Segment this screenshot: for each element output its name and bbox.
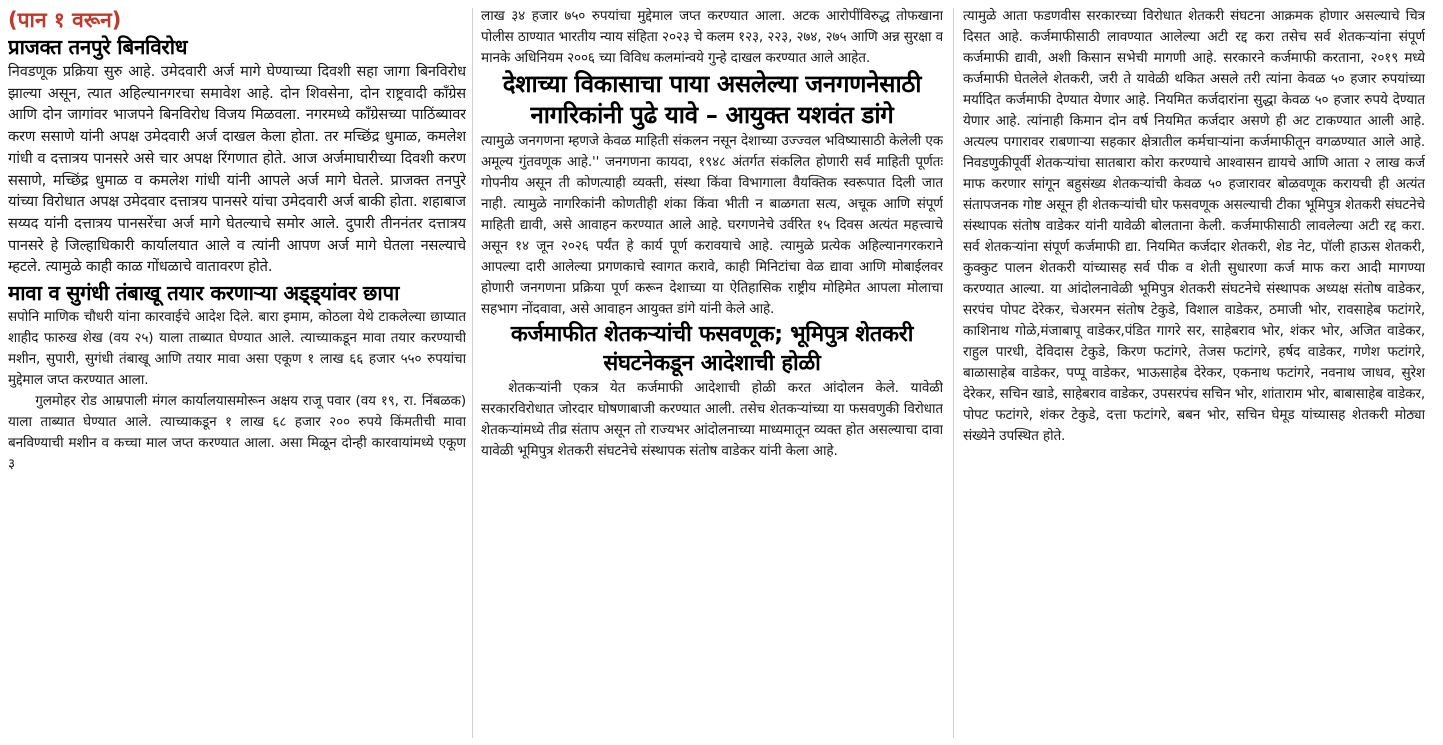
news-column-2 (481, 6, 943, 462)
column-divider-2 (953, 8, 954, 738)
news-column-1 (8, 6, 466, 475)
article-heading-loan-waiver: कर्जमाफीत शेतकऱ्यांची फसवणूक; भूमिपुत्र शेतकरी संघटनेकडून आदेशाची होळी (510, 322, 914, 376)
article-body-census: त्यामुळे जनगणना म्हणजे केवळ माहिती संकलन नसून देशाच्या उज्ज्वल भविष्यासाठी केलेली एक अमूल्य गुंतवणूक आहे.'' जनगणना कायदा, १९४८ अंतर्गत संकलित होणारी सर्व माहिती पूर्णतः गोपनीय असून ती कोणत्याही व्यक्ती, संस्था किंवा विभागाला वैयक्तिक स्वरूपात दिली जात नाही. त्यामुळे नागरिकांनी कोणतीही शंका किंवा भीती न बाळगता सत्य, अचूक आणि संपूर्ण माहिती द्यावी, असे आवाहन करण्यात आले आहे. घरगणनेचे उर्वरित १५ दिवस अत्यंत महत्त्वाचे असून १४ जून २०२६ पर्यंत हे कार्य पूर्ण करावयाचे आहे. त्यामुळे प्रत्येक अहिल्यानगरकराने आपल्या दारी आलेल्या प्रगणकाचे स्वागत करावे, काही मिनिटांचा वेळ द्यावा आणि मोबाईलवर होणारी जनगणना प्रक्रिया पूर्ण करून देशाच्या या ऐतिहासिक राष्ट्रीय मोहिमेत आपला मोलाचा सहभाग नोंदवावा, असे आवाहन आयुक्त डांगे यांनी केले आहे. (481, 133, 943, 317)
article-body-loan-waiver-continued: त्यामुळे आता फडणवीस सरकारच्या विरोधात शेतकरी संघटना आक्रमक होणार असल्याचे चित्र दिसत आहे. कर्जमाफीसाठी लावण्यात आलेल्या अटी रद्द करा तसेच सर्व शेतकऱ्यांना संपूर्ण कर्जमाफी द्यावी, अशी किसान सभेची मागणी आहे. सरकारने कर्जमाफी करताना, २०१९ मध्ये कर्जमाफी घेतलेले शेतकरी, जरी ते यावेळी थकित असले तरी त्यांना केवळ ५० हजार रुपयांच्या मर्यादित कर्जमाफी देण्यात येणार आहे. नियमित कर्जदारांना सुद्धा केवळ ५० हजार रुपये देण्यात येणार आहे. त्यांनाही किमान दोन वर्ष नियमित कर्जदार असणे ही अट टाकण्यात आली आहे. अत्यल्प पगारावर राबणाऱ्या सहकार क्षेत्रातील कर्मचाऱ्यांना कर्जमाफीतून वगळण्यात आले आहे. निवडणुकीपूर्वी शेतकऱ्यांचा सातबारा कोरा करण्याचे आश्वासन द्यायचे आणि आता २ लाख कर्ज माफ करणार सांगून बहुसंख्य शेतकऱ्यांची केवळ ५० हजारावर बोळवणूक करायची ही अत्यंत संतापजनक गोष्ट असून ही शेतकऱ्यांची घोर फसवणूक असल्याची टीका भूमिपुत्र शेतकरी संघटनेचे संस्थापक संतोष वाडेकर यांनी यावेळी बोलताना केली. कर्जमाफीसाठी लावलेल्या अटी रद्द करा. सर्व शेतकऱ्यांना संपूर्ण कर्जमाफी द्या. नियमित कर्जदार शेतकरी, शेड नेट, पॉली हाऊस शेतकरी, कुक्कुट पालन शेतकरी यांच्यासह सर्व पीक व शेती सुधारणा कर्ज माफ करा आदी मागण्या करण्यात आल्या. या आंदोलनावेळी भूमिपुत्र शेतकरी संघटनेचे संस्थापक अध्यक्ष संतोष वाडेकर, सरपंच पोपट देरेकर, चेअरमन संतोष टेकुडे, विशाल वाडेकर, ठमाजी भोर, रावसाहेब फटांगरे, काशिनाथ गोळे,मंजाबापू वाडेकर,पंडित गागरे सर, साहेबराव भोर, शंकर भोर, अजित वाडेकर, राहुल पारधी, देविदास टेकुडे, किरण फटांगरे, तेजस फटांगरे, हर्षद वाडेकर, गणेश फटांगरे, बाळासाहेब वाडेकर, पप्पू वाडेकर, भाऊसाहेब देरेकर, एकनाथ फटांगरे, नवनाथ जाधव, सुरेश देरेकर, सचिन खाडे, साहेबराव वाडेकर, उपसरपंच सचिन भोर, शांताराम भोर, बाबासाहेब वाडेकर, पोपट फटांगरे, शंकर टेकुडे, दत्ता फटांगरे, बबन भोर, सचिन घेमूड यांच्यासह शेतकरी मोठ्या संख्येने उपस्थित होते. (963, 8, 1425, 444)
article-heading-mava-raid: मावा व सुगंधी तंबाखू तयार करणाऱ्या अड्ड्यांवर छापा (8, 281, 400, 306)
article-body-loan-waiver: शेतकऱ्यांनी एकत्र येत कर्जमाफी आदेशाची होळी करत आंदोलन केले. यावेळी सरकारविरोधात जोरदार घोषणाबाजी करण्यात आली. तसेच शेतकऱ्यांच्या या फसवणुकी विरोधात शेतकऱ्यांमध्ये तीव्र संताप असून तो राज्यभर आंदोलनाच्या माध्यमातून व्यक्त होत असल्याचा दावा यावेळी भूमिपुत्र शेतकरी संघटनेचे संस्थापक संतोष वाडेकर यांनी केला आहे. (481, 380, 943, 459)
continued-from-page-label: (पान १ वरून) (8, 8, 122, 32)
news-column-3 (963, 6, 1425, 447)
article-body-mava-raid-2: गुलमोहर रोड आम्रपाली मंगल कार्यालयासमोरून अक्षय राजू पवार (वय १९, रा. निंबळक) याला ताब्यात घेण्यात आले. त्याच्याकडून १ लाख ६८ हजार २०० रुपये किंमतीची मावा बनविण्याची मशीन व कच्चा माल जप्त करण्यात आला. असा मिळून दोन्ही कारवायांमध्ये एकूण ३ (8, 393, 466, 473)
article-heading-tanpure: प्राजक्त तनपुरे बिनविरोध (8, 35, 188, 59)
article-heading-census: देशाच्या विकासाचा पाया असलेल्या जनगणनेसाठी नागरिकांनी पुढे यावे – आयुक्त यशवंत डांगे (502, 70, 922, 129)
article-body-mava-raid-continued: लाख ३४ हजार ७५० रुपयांचा मुद्देमाल जप्त करण्यात आला. अटक आरोपींविरुद्ध तोफखाना पोलीस ठाण्यात भारतीय न्याय संहिता २०२३ चे कलम १२३, २२३, २७४, २७५ आणि अन्न सुरक्षा व मानके अधिनियम २००६ च्या विविध कलमांन्वये गुन्हे दाखल करण्यात आले आहेत. (481, 8, 943, 66)
article-body-mava-raid-1: सपोनि माणिक चौधरी यांना कारवाईचे आदेश दिले. बारा इमाम, कोठला येथे टाकलेल्या छाप्यात शाहीद फारुख शेख (वय २५) याला ताब्यात घेण्यात आले. त्याच्याकडून मावा तयार करण्याची मशीन, सुपारी, सुगंधी तंबाखू आणि तयार मावा असा एकूण १ लाख ६६ हजार ५५० रुपयांचा मुद्देमाल जप्त करण्यात आला. (8, 309, 466, 389)
article-body-tanpure: निवडणूक प्रक्रिया सुरु आहे. उमेदवारी अर्ज मागे घेण्याच्या दिवशी सहा जागा बिनविरोध झाल्या असून, त्यात अहिल्यानगरचा समावेश आहे. दोन शिवसेना, दोन राष्ट्रवादी काँग्रेस आणि दोन जागांवर भाजपने बिनविरोध विजय मिळवला. नगरमध्ये काँग्रेसच्या पाठिंब्यावर करण ससाणे यांनी अपक्ष उमेदवारी अर्ज दाखल केला होता. तर मच्छिंद्र धुमाळ, कमलेश गांधी व दत्तात्रय पानसरे असे चार अपक्ष रिंगणात होते. आज अर्जमाघारीच्या दिवशी करण ससाणे, मच्छिंद्र धुमाळ व कमलेश गांधी यांनी आपले अर्ज मागे घेतले. प्राजक्त तनपुरे यांच्या विरोधात अपक्ष उमेदवार दत्तात्रय पानसरे यांचा उमेदवारी अर्ज बाकी होता. शहाबाज सय्यद यांनी दत्तात्रय पानसरेंचा अर्ज मागे घेतल्याचे समोर आले. दुपारी तीननंतर दत्तात्रय पानसरे हे जिल्हाधिकारी कार्यालयात आले व त्यांनी आपण अर्ज मागे घेतला नसल्याचे म्हटले. त्यामुळे काही काळ गोंधळाचे वातावरण होते. (8, 63, 466, 276)
column-divider-1 (472, 8, 473, 738)
